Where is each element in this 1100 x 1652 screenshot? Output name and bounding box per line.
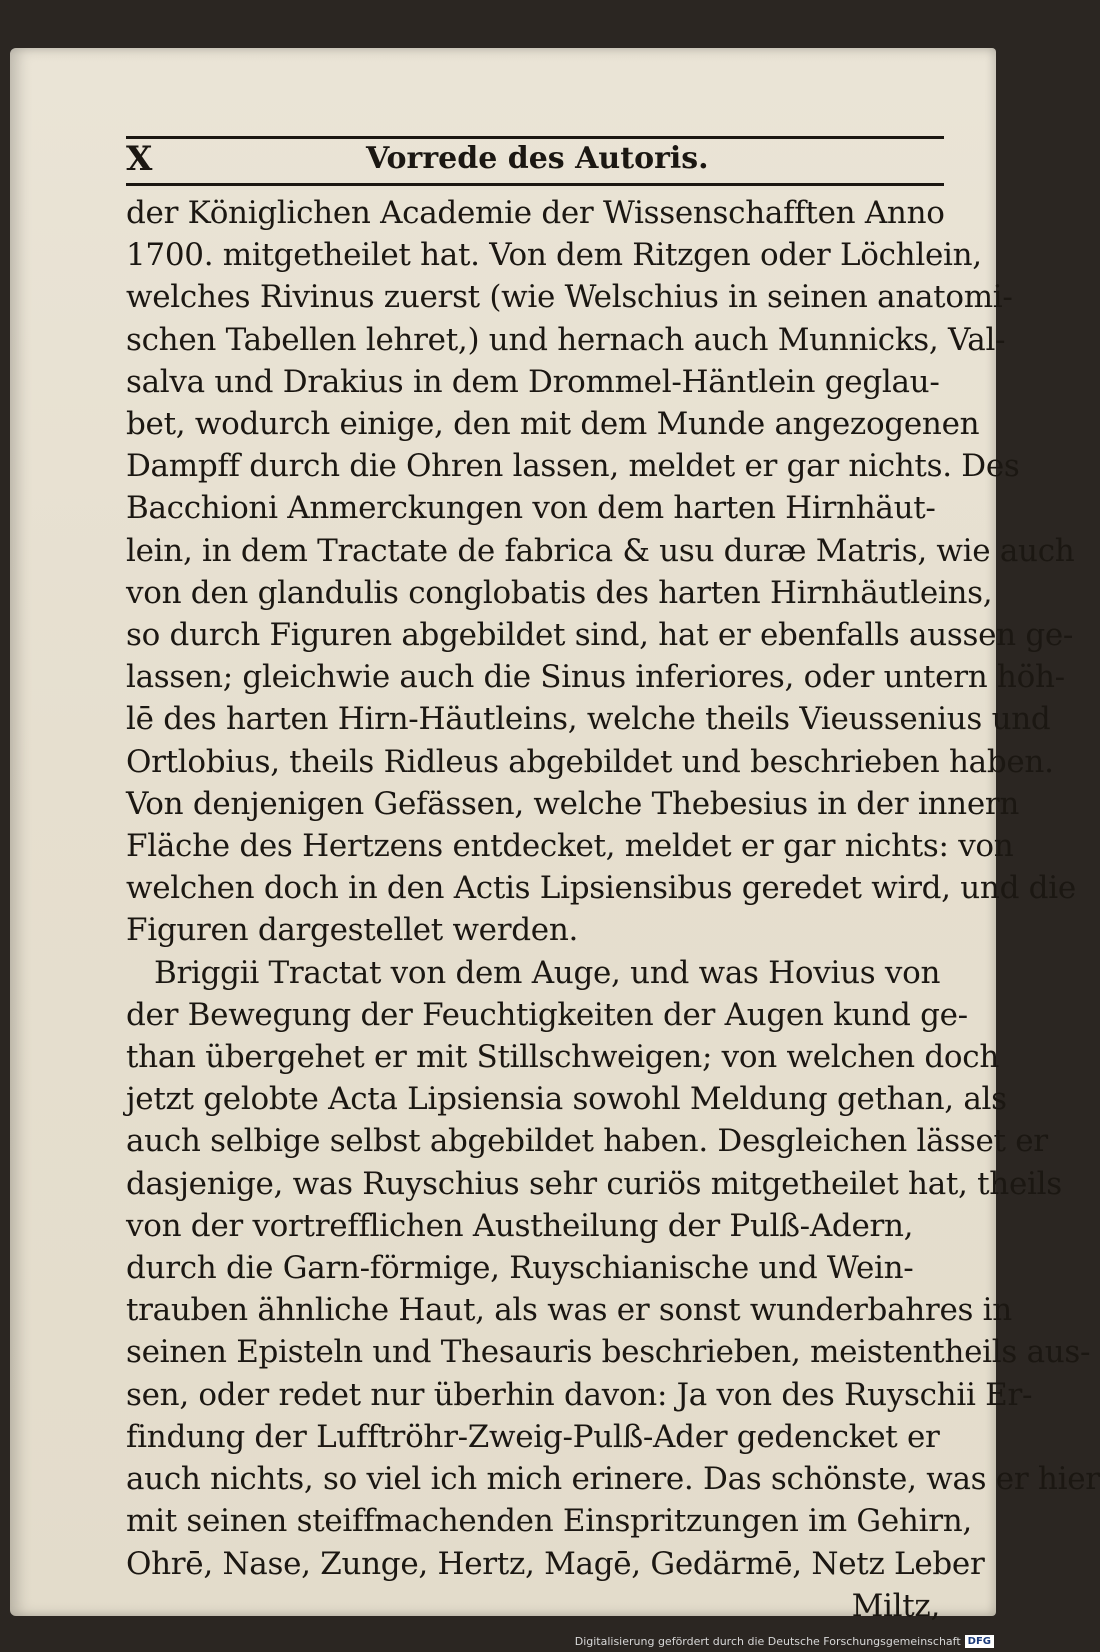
text-line: seinen Episteln und Thesauris beschrieben, meistentheils aus- [126, 1334, 1091, 1371]
catchword: Miltz, [851, 1587, 940, 1624]
text-line: jetzt gelobte Acta Lipsiensia sowohl Meldung gethan, als [126, 1081, 1007, 1118]
text-line: Dampff durch die Ohren lassen, meldet er gar nichts. Des [126, 448, 1020, 485]
text-line: Bacchioni Anmerckungen von dem harten Hirnhäut- [126, 490, 936, 527]
text-line: trauben ähnliche Haut, als was er sonst wunderbahres in [126, 1292, 1012, 1329]
text-line: der Königlichen Academie der Wissenschafften Anno [126, 195, 945, 231]
text-line: auch nichts, so viel ich mich erinere. Das schönste, was er hier [126, 1461, 1100, 1498]
text-line: schen Tabellen lehret,) und hernach auch Munnicks, Val- [126, 321, 1006, 358]
text-line: dasjenige, was Ruyschius sehr curiös mitgetheilet hat, theils [126, 1165, 1062, 1202]
text-line: durch die Garn-förmige, Ruyschianische und Wein- [126, 1250, 914, 1287]
book-page [10, 48, 1100, 1624]
text-line: Briggii Tractat von dem Auge, und was Hovius von [154, 954, 941, 991]
text-line: Ortlobius, theils Ridleus abgebildet und beschrieben haben. [126, 743, 1054, 780]
text-line: 1700. mitgetheilet hat. Von dem Ritzgen oder Löchlein, [126, 237, 982, 274]
text-line: bet, wodurch einige, den mit dem Munde angezogenen [126, 406, 980, 443]
text-line: Fläche des Hertzens entdecket, meldet er gar nichts: von [126, 828, 1014, 865]
text-line: Ohrē, Nase, Zunge, Hertz, Magē, Gedärmē, Netz Leber [126, 1545, 985, 1582]
text-line: lein, in dem Tractate de fabrica & usu duræ Matris, wie auch [126, 532, 1075, 569]
body-text [126, 192, 1100, 1627]
text-line: von den glandulis conglobatis des harten Hirnhäutleins, [126, 574, 993, 611]
text-line: auch selbige selbst abgebildet haben. Desgleichen lässet er [126, 1123, 1048, 1160]
text-line: Von denjenigen Gefässen, welche Thebesius in der innern [126, 785, 1020, 822]
text-line: so durch Figuren abgebildet sind, hat er ebenfalls aussen ge- [126, 617, 1074, 654]
dfg-logo: DFG [965, 1635, 994, 1648]
text-line: mit seinen steiffmachenden Einspritzungen im Gehirn, [126, 1503, 972, 1540]
running-title: Vorrede des Autoris. [366, 141, 709, 176]
text-line: der Bewegung der Feuchtigkeiten der Augen kund ge- [126, 996, 968, 1033]
text-line: von der vortrefflichen Austheilung der Pulß-Adern, [126, 1207, 914, 1244]
text-line: lassen; gleichwie auch die Sinus inferiores, oder untern höh- [126, 659, 1065, 696]
text-block [126, 114, 1100, 1627]
credit-text: Digitalisierung gefördert durch die Deutsche Forschungsgemeinschaft [574, 1635, 961, 1648]
page-header [126, 136, 944, 186]
text-line: welches Rivinus zuerst (wie Welschius in seinen anatomi- [126, 279, 1013, 316]
folio-number: X [126, 139, 153, 179]
text-line: than übergehet er mit Stillschweigen; von welchen doch [126, 1039, 999, 1076]
text-line: Figuren dargestellet werden. [126, 912, 579, 949]
text-line: findung der Lufftröhr-Zweig-Pulß-Ader gedencket er [126, 1418, 940, 1455]
text-line: sen, oder redet nur überhin davon: Ja von des Ruyschii Er- [126, 1376, 1033, 1413]
text-line: welchen doch in den Actis Lipsiensibus geredet wird, und die [126, 870, 1076, 907]
text-line: salva und Drakius in dem Drommel-Häntlein geglau- [126, 363, 940, 400]
text-line: lē des harten Hirn-Häutleins, welche theils Vieussenius und [126, 701, 1051, 738]
digitization-credit [575, 1635, 994, 1648]
